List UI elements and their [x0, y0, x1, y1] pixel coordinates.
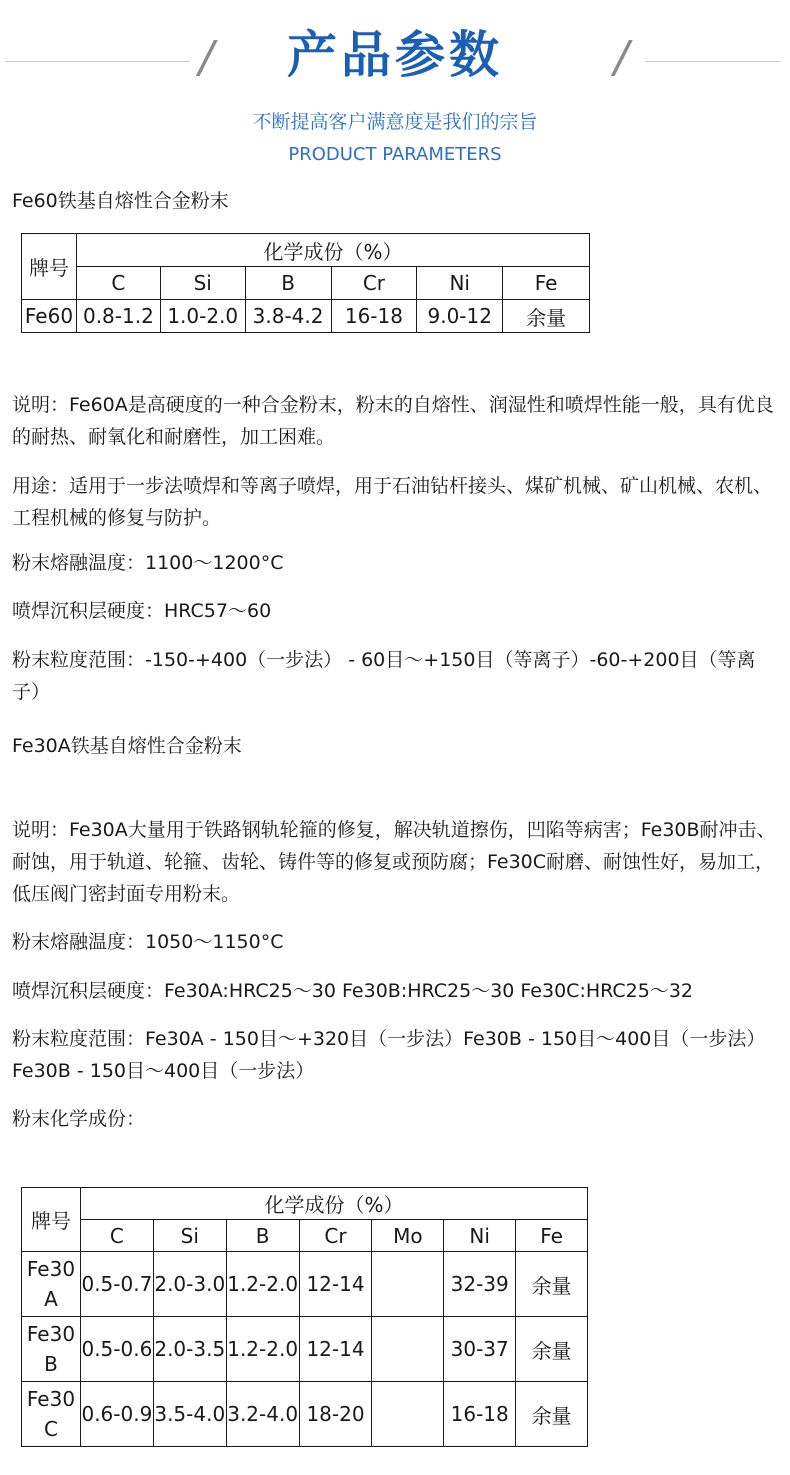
fe60-composition-table: [21, 233, 590, 333]
element-header: B: [226, 1220, 299, 1252]
element-header: Fe: [516, 1220, 588, 1252]
value-cell: 32-39: [444, 1252, 516, 1317]
value-cell: [372, 1252, 444, 1317]
header-divider-right: [645, 61, 780, 62]
grade-header: 牌号: [22, 1188, 81, 1252]
value-cell: 12-14: [299, 1252, 372, 1317]
fe30-composition-heading: 粉末化学成份：: [12, 1108, 146, 1130]
grade-line: Fe30: [26, 1322, 76, 1346]
fe60-heading: Fe60铁基自熔性合金粉末: [12, 190, 229, 212]
value-cell: 9.0-12: [417, 300, 503, 333]
value-cell: 0.5-0.6: [80, 1317, 153, 1382]
grade-cell: Fe60: [22, 300, 77, 333]
fe60-description: 说明：Fe60A是高硬度的一种合金粉末，粉末的自熔性、润湿性和喷焊性能一般，具有优良的耐热、耐氧化和耐磨性，加工困难。: [12, 394, 774, 448]
fe30-melting-temp: 粉末熔融温度：1050～1150°C: [12, 931, 284, 953]
grade-line: Fe30: [26, 1257, 76, 1281]
fe60-particle-range: 粉末粒度范围：-150-+400（一步法） - 60目～+150目（等离子）-60-+200目（等离子）: [12, 649, 756, 703]
value-cell: [372, 1317, 444, 1382]
fe60-hardness: 喷焊沉积层硬度：HRC57～60: [12, 600, 272, 622]
element-header: Si: [153, 1220, 226, 1252]
fe30-heading: Fe30A铁基自熔性合金粉末: [12, 735, 242, 757]
header-slash-left: /: [199, 32, 214, 83]
element-header: Fe: [503, 267, 590, 300]
value-cell: 余量: [516, 1317, 588, 1382]
element-header: Si: [160, 267, 245, 300]
grade-line: B: [44, 1352, 58, 1376]
value-cell: 0.5-0.7: [80, 1252, 153, 1317]
page-title: 产品参数: [287, 26, 503, 84]
value-cell: 3.8-4.2: [245, 300, 331, 333]
grade-cell: [22, 1252, 81, 1317]
value-cell: 18-20: [299, 1382, 372, 1447]
value-cell: 1.2-2.0: [226, 1252, 299, 1317]
value-cell: 0.6-0.9: [80, 1382, 153, 1447]
element-header: Ni: [417, 267, 503, 300]
element-header: Mo: [372, 1220, 444, 1252]
grade-line: A: [44, 1287, 58, 1311]
fe60-melting-temp: 粉末熔融温度：1100～1200°C: [12, 552, 284, 574]
grade-cell: [22, 1382, 81, 1447]
composition-header: 化学成份（%）: [76, 234, 589, 267]
element-header: B: [245, 267, 331, 300]
value-cell: 3.5-4.0: [153, 1382, 226, 1447]
value-cell: 0.8-1.2: [76, 300, 160, 333]
value-cell: 2.0-3.0: [153, 1252, 226, 1317]
table-row: [22, 1252, 588, 1317]
table-row: [22, 1317, 588, 1382]
value-cell: 1.0-2.0: [160, 300, 245, 333]
grade-line: C: [43, 1417, 58, 1441]
value-cell: 余量: [516, 1252, 588, 1317]
header-slash-right: /: [614, 32, 629, 83]
value-cell: 2.0-3.5: [153, 1317, 226, 1382]
fe60-usage: 用途：适用于一步法喷焊和等离子喷焊，用于石油钻杆接头、煤矿机械、矿山机械、农机、工程机械的修复与防护。: [12, 475, 773, 529]
page-subtitle: 不断提高客户满意度是我们的宗旨: [252, 111, 538, 133]
grade-cell: [22, 1317, 81, 1382]
value-cell: 16-18: [331, 300, 417, 333]
value-cell: [372, 1382, 444, 1447]
value-cell: 16-18: [444, 1382, 516, 1447]
fe30-description: 说明：Fe30A大量用于铁路钢轨轮箍的修复，解决轨道擦伤，凹陷等病害；Fe30B耐冲击、耐蚀，用于轨道、轮箍、齿轮、铸件等的修复或预防腐；Fe30C耐磨、耐蚀性好，易加工，低压阀门密封面专用粉末。: [12, 819, 776, 905]
element-header: C: [80, 1220, 153, 1252]
element-header: Ni: [444, 1220, 516, 1252]
fe30-composition-table: [21, 1187, 588, 1447]
value-cell: 3.2-4.0: [226, 1382, 299, 1447]
value-cell: 余量: [503, 300, 590, 333]
value-cell: 30-37: [444, 1317, 516, 1382]
page-subtitle-en: PRODUCT PARAMETERS: [288, 144, 502, 165]
element-header: C: [76, 267, 160, 300]
grade-header: 牌号: [22, 234, 77, 300]
page-header: [0, 0, 790, 180]
composition-header: 化学成份（%）: [80, 1188, 587, 1220]
element-header: Cr: [331, 267, 417, 300]
element-header: Cr: [299, 1220, 372, 1252]
table-row: [22, 300, 590, 333]
value-cell: 1.2-2.0: [226, 1317, 299, 1382]
table-row: [22, 1382, 588, 1447]
fe30-hardness: 喷焊沉积层硬度：Fe30A:HRC25～30 Fe30B:HRC25～30 Fe30C:HRC25～32: [12, 980, 694, 1002]
value-cell: 余量: [516, 1382, 588, 1447]
grade-line: Fe30: [26, 1387, 76, 1411]
value-cell: 12-14: [299, 1317, 372, 1382]
fe30-particle-range: 粉末粒度范围：Fe30A - 150目～+320目（一步法）Fe30B - 150目～400目（一步法）Fe30B - 150目～400目（一步法）: [12, 1028, 766, 1082]
